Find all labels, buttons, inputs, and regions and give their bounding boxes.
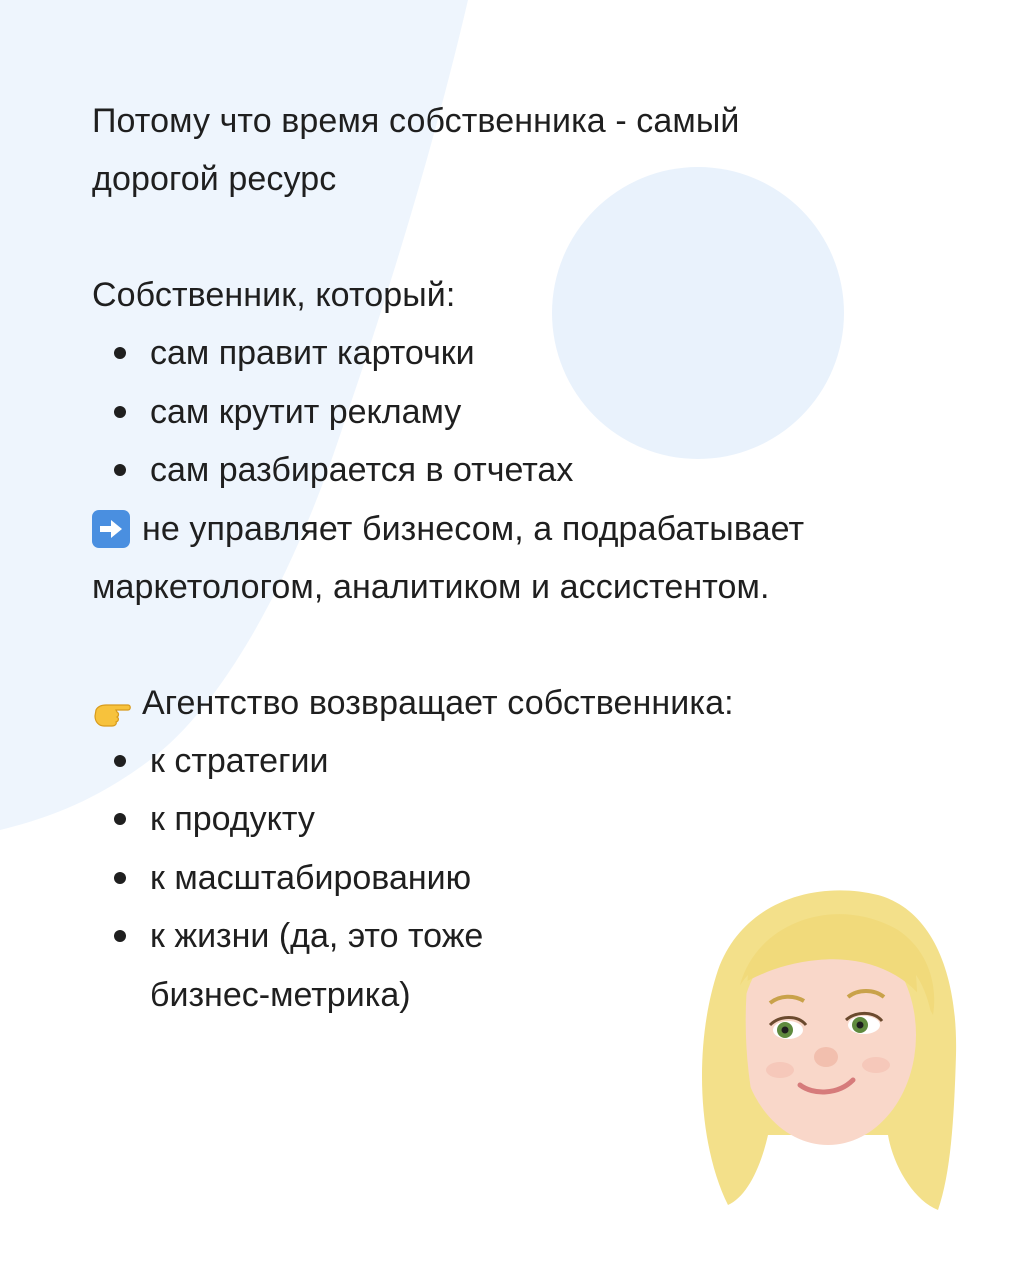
list-item-text: к масштабированию — [150, 858, 472, 897]
list-item-text: бизнес-метрика) — [150, 975, 411, 1014]
list-item — [92, 441, 972, 500]
list-item-text: сам разбирается в отчетах — [150, 451, 574, 489]
conclusion-line-2: маркетологом, аналитиком и ассистентом. — [92, 567, 770, 606]
pointing-hand-icon — [92, 688, 132, 718]
arrow-right-icon — [92, 510, 130, 548]
owner-list — [92, 324, 972, 500]
intro-line-1: Потому что время собственника - самый — [92, 102, 740, 140]
conclusion-line-1 — [92, 500, 972, 558]
memoji-avatar-icon — [688, 875, 960, 1220]
bullet-icon — [114, 406, 126, 418]
list-item-text: сам крутит рекламу — [150, 392, 462, 431]
conclusion-text: не управляет бизнесом, а подрабатывает — [142, 509, 805, 548]
bullet-icon — [114, 813, 126, 825]
spacer — [92, 208, 972, 266]
list-item-text: сам правит карточки — [150, 334, 475, 372]
bullet-icon — [114, 930, 126, 942]
list-item — [92, 732, 972, 791]
owner-heading: Собственник, который: — [92, 276, 456, 314]
list-item-text: к жизни (да, это тоже — [150, 917, 484, 955]
intro-line-2: дорогой ресурс — [92, 160, 337, 198]
agency-heading-line — [92, 674, 972, 732]
bullet-icon — [114, 464, 126, 476]
list-item — [92, 383, 972, 442]
list-item-text: к стратегии — [150, 741, 329, 780]
agency-heading: Агентство возвращает собственника: — [142, 683, 734, 722]
list-item — [92, 324, 972, 383]
bullet-icon — [114, 755, 126, 767]
bullet-icon — [114, 347, 126, 359]
list-item — [92, 790, 972, 849]
spacer — [92, 616, 972, 674]
list-item-text: к продукту — [150, 800, 315, 838]
bullet-icon — [114, 872, 126, 884]
